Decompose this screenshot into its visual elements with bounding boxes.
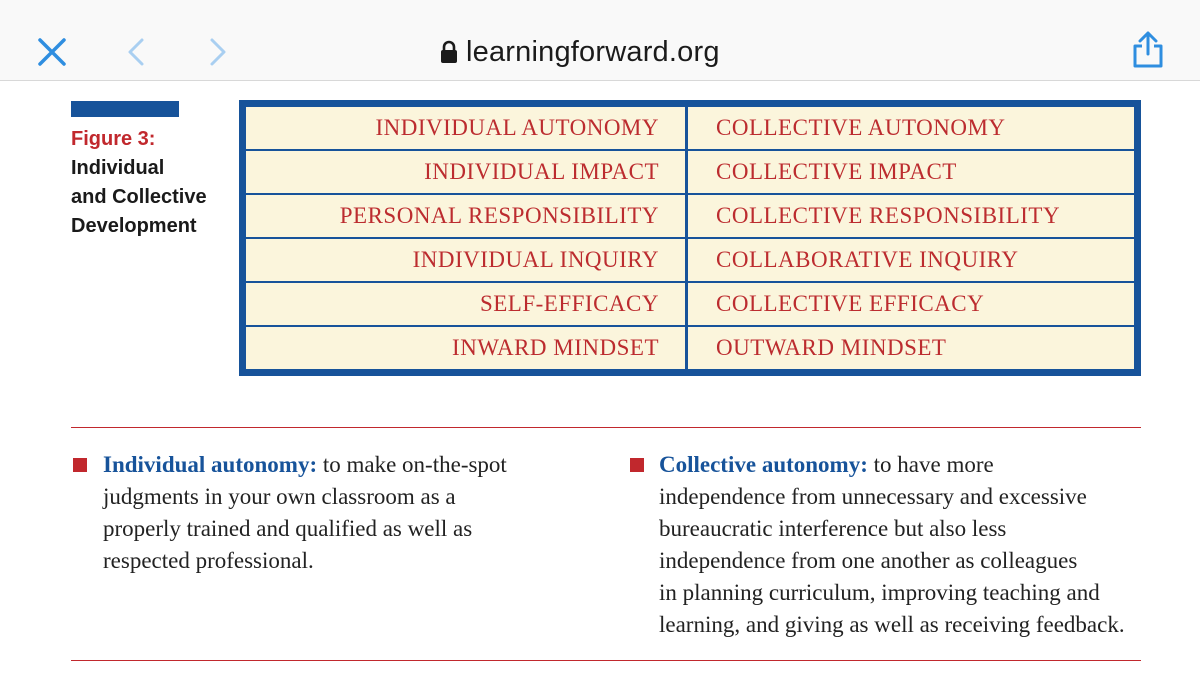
individual-cell: INDIVIDUAL AUTONOMY	[246, 107, 688, 149]
collective-cell: COLLABORATIVE INQUIRY	[716, 247, 1019, 272]
back-icon[interactable]	[118, 30, 154, 74]
figure-title-line: and Collective	[71, 186, 207, 208]
bullet-square	[73, 458, 87, 472]
definition-line: learning, and giving as well as receiving feedback.	[659, 612, 1125, 637]
definition-line	[103, 449, 573, 481]
definition-collective-autonomy	[659, 449, 1149, 641]
figure-title-line: Individual	[71, 157, 165, 179]
table-body	[246, 107, 1134, 369]
lock-icon	[440, 40, 458, 64]
definition-term: Individual autonomy:	[103, 452, 318, 477]
definition-line: properly trained and qualified as well as	[103, 516, 473, 541]
url-text: learningforward.org	[466, 35, 720, 68]
definition-line: independence from unnecessary and excessive	[659, 484, 1087, 509]
browser-toolbar	[0, 0, 1200, 81]
table-row	[246, 195, 1134, 239]
collective-cell: COLLECTIVE RESPONSIBILITY	[716, 203, 1061, 228]
definition-text: to have more	[867, 452, 994, 477]
definition-term: Collective autonomy:	[659, 452, 868, 477]
address-bar[interactable]	[440, 30, 720, 74]
definition-line: judgments in your own classroom as a	[103, 484, 456, 509]
divider-top	[71, 427, 1141, 428]
table-row	[246, 151, 1134, 195]
individual-cell: INDIVIDUAL IMPACT	[246, 151, 688, 193]
table-row	[246, 239, 1134, 283]
individual-cell: SELF-EFFICACY	[246, 283, 688, 325]
share-icon[interactable]	[1124, 26, 1172, 74]
collective-cell: COLLECTIVE IMPACT	[716, 159, 957, 184]
figure-accent-bar	[71, 101, 179, 117]
collective-cell: COLLECTIVE EFFICACY	[716, 291, 985, 316]
definition-text: to make on-the-spot	[317, 452, 507, 477]
bullet-square	[630, 458, 644, 472]
collective-cell: OUTWARD MINDSET	[716, 335, 947, 360]
individual-cell: INDIVIDUAL INQUIRY	[246, 239, 688, 281]
forward-icon[interactable]	[200, 30, 236, 74]
comparison-table	[239, 100, 1141, 376]
table-row	[246, 107, 1134, 151]
figure-caption	[71, 125, 231, 241]
definition-line: respected professional.	[103, 548, 314, 573]
definition-individual-autonomy	[103, 449, 573, 577]
definition-line: bureaucratic interference but also less	[659, 516, 1007, 541]
definition-line	[659, 449, 1149, 481]
individual-cell: PERSONAL RESPONSIBILITY	[246, 195, 688, 237]
definition-line: independence from one another as colleagues	[659, 548, 1078, 573]
collective-cell: COLLECTIVE AUTONOMY	[716, 115, 1006, 140]
close-icon[interactable]	[30, 30, 74, 74]
figure-label: Figure 3:	[71, 128, 156, 150]
table-row	[246, 327, 1134, 369]
definition-line: in planning curriculum, improving teaching and	[659, 580, 1100, 605]
table-row	[246, 283, 1134, 327]
divider-bottom	[71, 660, 1141, 661]
individual-cell: INWARD MINDSET	[246, 327, 688, 369]
figure-title-line: Development	[71, 215, 197, 237]
